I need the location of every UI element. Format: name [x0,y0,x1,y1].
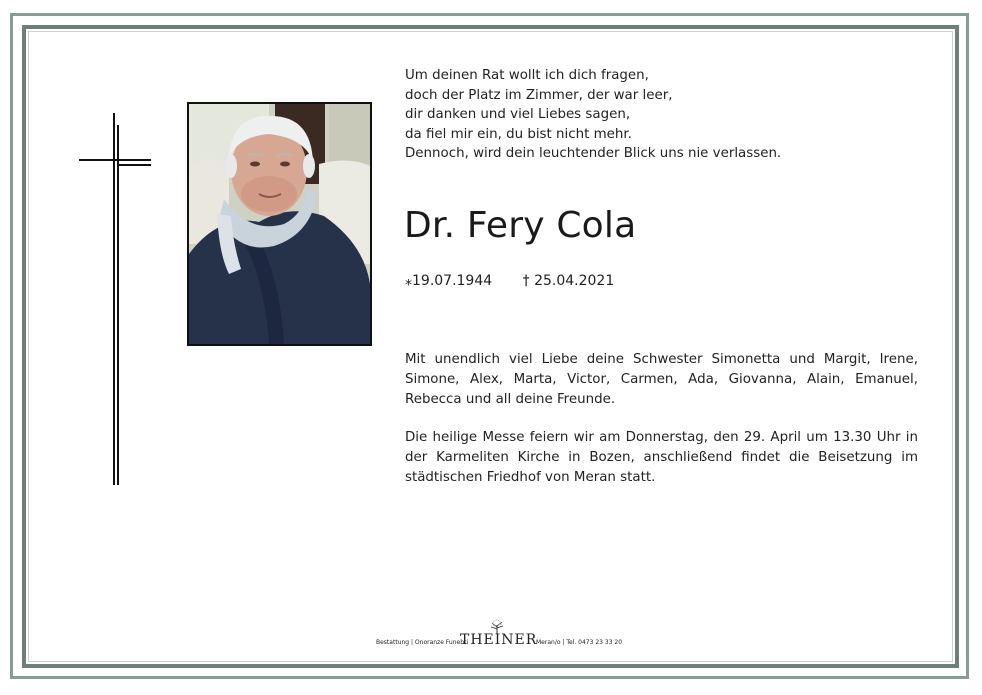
mourners-paragraph: Mit unendlich viel Liebe deine Schwester Simonetta und Margit, Irene, Simone, Alex, Marta, Victor, Carmen, Ada, Giovanna, Alain, Emanuel, Rebecca und all deine Freunde. [405,352,918,407]
poem-line: Um deinen Rat wollt ich dich fragen, [405,68,649,83]
poem [405,66,825,164]
funeral-home-footer [376,632,636,656]
poem-line: Dennoch, wird dein leuchtender Blick uns nie verlassen. [405,146,782,162]
life-dates [405,273,640,289]
deceased-name: Dr. Fery Cola [404,205,637,246]
portrait-photo [187,102,372,346]
footer-left-text: Bestattung | Onoranze Funebri [376,639,469,646]
poem-line: doch der Platz im Zimmer, der war leer, [405,87,673,103]
poem-line: da fiel mir ein, du bist nicht mehr. [405,126,632,142]
footer-right-text: Meran/o | Tel. 0473 23 33 20 [536,639,623,646]
poem-line: dir danken und viel Liebes sagen, [405,107,631,123]
birth-date: ⁎19.07.1944 [405,273,493,289]
service-paragraph: Die heilige Messe feiern wir am Donnerstag, den 29. April um 13.30 Uhr in der Karmeliten Kirche in Bozen, anschließend findet die Beisetzung im städtischen Friedhof von Meran statt. [405,430,918,485]
footer-brand: THEINER [460,632,538,648]
death-date: † 25.04.2021 [522,273,615,289]
